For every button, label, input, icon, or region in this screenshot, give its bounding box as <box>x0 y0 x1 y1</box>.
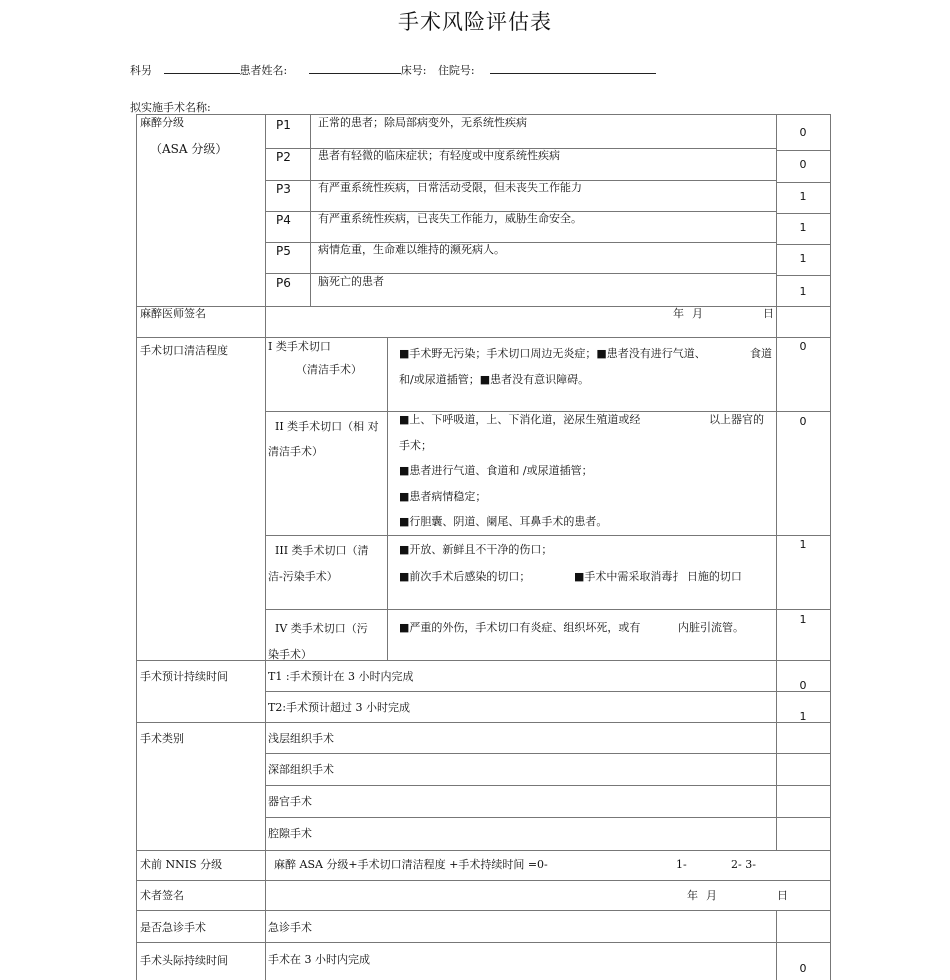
surgeon-sign-label: 术者签名 <box>140 889 184 902</box>
asa-code: P6 <box>276 276 291 290</box>
wound-criteria: ■行胆囊、阴道、阑尾、耳鼻手术的患者。 <box>399 515 608 528</box>
asa-score: 1 <box>799 252 807 265</box>
wound-score: 0 <box>799 340 807 353</box>
wound-score: 1 <box>799 613 807 626</box>
category-item: 深部组织手术 <box>268 763 334 776</box>
asa-desc: 有严重系统性疾病，已丧失工作能力，威胁生命安全。 <box>318 212 582 225</box>
asa-score: 1 <box>799 221 807 234</box>
wound-criteria: ■手术中需采取消毒扌 日施的切口 <box>574 570 742 583</box>
surgeon-sign-month: 月 <box>706 889 717 902</box>
anes-sign-day: 日 <box>763 307 774 320</box>
page-title: 手术风险评估表 <box>398 10 552 34</box>
wound-criteria: ■患者进行气道、食道和 /或尿道插管； <box>399 464 593 477</box>
bed-label: 床号: <box>400 64 427 77</box>
wound-class-sub: 洁-污染手术） <box>268 570 338 583</box>
duration-t2: T2:手术预计超过 3 小时完成 <box>268 701 411 714</box>
category-item: 浅层组织手术 <box>268 732 334 745</box>
surgeon-sign-year: 年 <box>687 889 698 902</box>
nnis-level-1: 1- <box>676 858 687 871</box>
nnis-level-2-3: 2- 3- <box>731 858 756 871</box>
category-label: 手术类别 <box>140 732 184 745</box>
duration-t1: T1 :手术预计在 3 小时内完成 <box>268 670 414 683</box>
emergency-label: 是否急诊手术 <box>140 921 206 934</box>
category-item: 器官手术 <box>268 795 312 808</box>
asa-label: 麻醉分级 <box>140 116 184 129</box>
patient-name-field[interactable] <box>309 63 401 74</box>
nnis-formula: 麻醉 ASA 分级+手术切口清洁程度 +手术持续时间 =0- <box>274 858 548 871</box>
wound-class-name: I 类手术切口 <box>268 340 331 353</box>
wound-class-name: II 类手术切口（相 对 <box>275 420 379 433</box>
wound-class-name: IV 类手术切口（污 <box>275 622 368 635</box>
wound-score: 1 <box>799 538 807 551</box>
asa-score: 1 <box>799 285 807 298</box>
asa-score: 1 <box>799 190 807 203</box>
wound-class-name: III 类手术切口（清 <box>275 544 369 557</box>
actual-duration-label: 手术头际持续时间 <box>140 954 228 967</box>
anes-sign-year: 年 <box>673 307 684 320</box>
admission-label: 住院号: <box>437 64 475 77</box>
wound-label: 手术切口清洁程度 <box>140 344 228 357</box>
asa-score: 0 <box>799 158 807 171</box>
asa-code: P2 <box>276 150 291 164</box>
wound-criteria: ■患者病情稳定； <box>399 490 487 503</box>
asa-desc: 脑死亡的患者 <box>318 275 384 288</box>
wound-criteria: 食道 <box>750 347 772 360</box>
asa-desc: 患者有轻微的临床症状；有轻度或中度系统性疾病 <box>318 149 560 162</box>
header-row <box>130 62 656 78</box>
duration-label: 手术预计持续时间 <box>140 670 228 683</box>
wound-criteria: 手术； <box>399 439 432 452</box>
surgeon-sign-day: 日 <box>777 889 788 902</box>
asa-code: P5 <box>276 244 291 258</box>
patient-name-label: 患者姓名: <box>239 64 288 77</box>
wound-criteria: ■上、下呼吸道，上、下消化道，泌尿生殖道或经 <box>399 413 641 426</box>
wound-criteria: ■前次手术后感染的切口； <box>399 570 531 583</box>
dept-field[interactable] <box>164 63 240 74</box>
asa-code: P3 <box>276 182 291 196</box>
asa-sublabel: （ASA 分级） <box>150 142 228 156</box>
actual-duration-score: 0 <box>799 962 807 975</box>
wound-score: 0 <box>799 415 807 428</box>
wound-criteria: ■严重的外伤，手术切口有炎症、组织坏死，或有 <box>399 621 641 634</box>
wound-criteria: ■开放、新鲜且不干净的伤口； <box>399 543 553 556</box>
wound-criteria: 内脏引流管。 <box>678 621 744 634</box>
actual-duration-value: 手术在 3 小时内完成 <box>268 953 370 966</box>
wound-criteria: 和/或尿道插管；■患者没有意识障碍。 <box>399 373 590 386</box>
nnis-label: 术前 NNIS 分级 <box>140 858 223 871</box>
asa-desc: 正常的患者；除局部病变外，无系统性疾病 <box>318 116 527 129</box>
anes-sign-label: 麻醉医师签名 <box>140 307 206 320</box>
wound-criteria: 以上器官的 <box>709 413 764 426</box>
wound-class-sub: （清洁手术） <box>296 363 362 376</box>
anes-sign-month: 月 <box>692 307 703 320</box>
asa-score: 0 <box>799 126 807 139</box>
category-item: 腔隙手术 <box>268 827 312 840</box>
proposed-surgery-label: 拟实施手术名称: <box>130 101 211 114</box>
emergency-value: 急诊手术 <box>268 921 312 934</box>
duration-t1-score: 0 <box>799 679 807 692</box>
dept-label: 科另 <box>130 64 152 77</box>
asa-desc: 病情危重，生命难以维持的濒死病人。 <box>318 243 505 256</box>
asa-code: P1 <box>276 118 291 132</box>
duration-t2-score: 1 <box>799 710 807 723</box>
wound-criteria: ■手术野无污染；手术切口周边无炎症；■患者没有进行气道、 <box>399 347 706 360</box>
wound-class-sub: 染手术） <box>268 648 312 661</box>
asa-desc: 有严重系统性疾病，日常活动受限，但未丧失工作能力 <box>318 181 582 194</box>
wound-class-sub: 清洁手术） <box>268 445 323 458</box>
admission-field[interactable] <box>490 63 656 74</box>
asa-code: P4 <box>276 213 291 227</box>
